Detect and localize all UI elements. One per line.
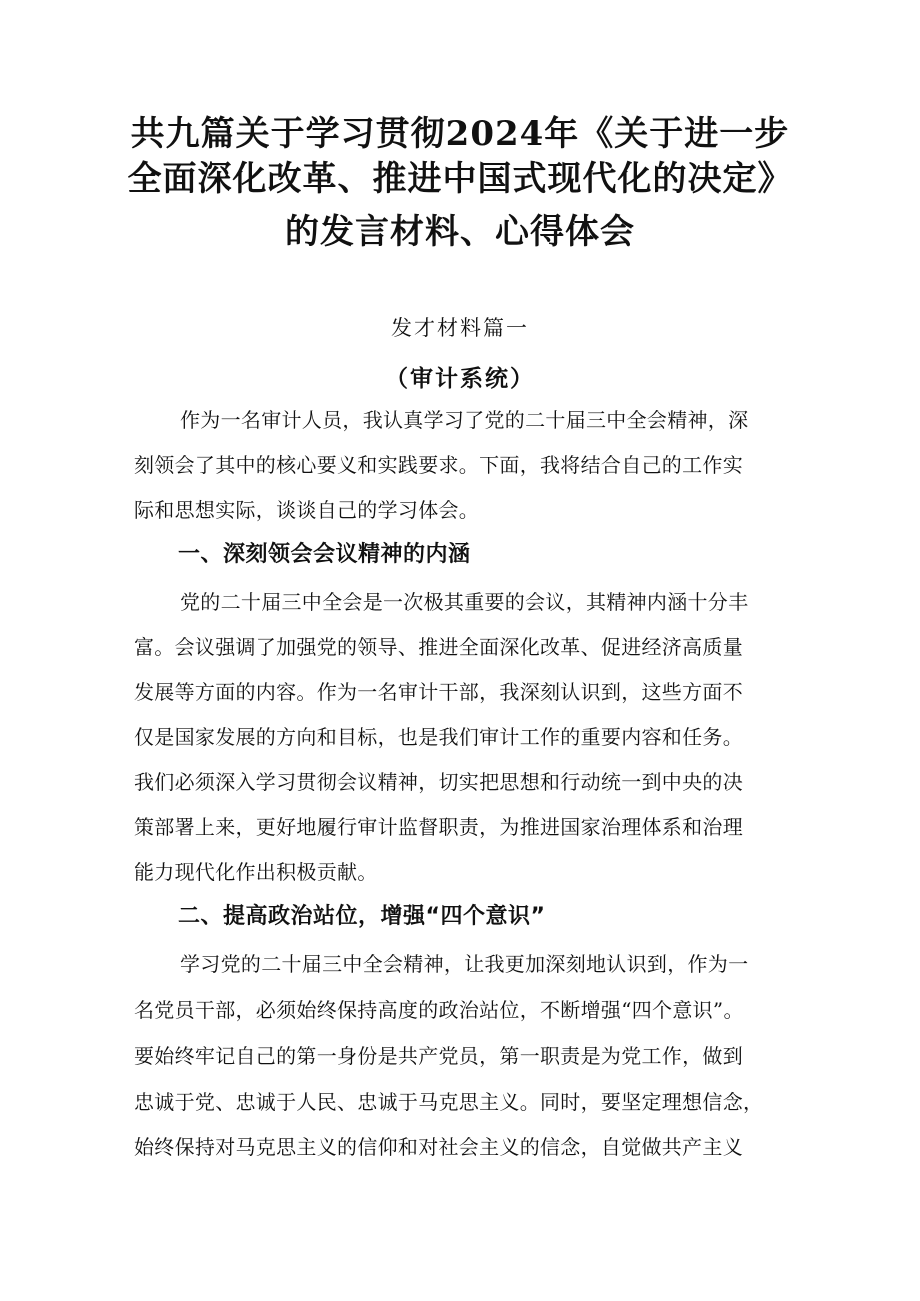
section-subtitle: 发才材料篇一 [391, 316, 529, 340]
section-1-heading: 一、深刻领会会议精神的内涵 [178, 542, 471, 567]
section-1-line-4: 仅是国家发展的方向和目标，也是我们审计工作的重要内容和任务。 [134, 725, 743, 749]
section-2-line-5: 始终保持对马克思主义的信仰和对社会主义的信念，自觉做共产主义 [134, 1135, 743, 1159]
organization-label: （审计系统） [385, 366, 535, 392]
section-1-line-3: 发展等方面的内容。作为一名审计干部，我深刻认识到，这些方面不 [134, 680, 743, 704]
document-title-line-3: 的发言材料、心得体会 [285, 212, 635, 252]
section-1-line-5: 我们必须深入学习贯彻会议精神，切实把思想和行动统一到中央的决 [134, 770, 743, 794]
section-1-line-6: 策部署上来，更好地履行审计监督职责，为推进国家治理体系和治理 [134, 815, 743, 839]
section-2-line-3: 要始终牢记自己的第一身份是共产党员，第一职责是为党工作，做到 [134, 1044, 743, 1068]
section-1-line-7: 能力现代化作出积极贡献。 [134, 860, 378, 884]
intro-line-1: 作为一名审计人员，我认真学习了党的二十届三中全会精神，深 [180, 408, 749, 432]
section-2-line-2: 名党员干部，必须始终保持高度的政治站位，不断增强“四个意识”。 [134, 998, 744, 1022]
section-1-line-1: 党的二十届三中全会是一次极其重要的会议，其精神内涵十分丰 [180, 590, 749, 614]
section-1-line-2: 富。会议强调了加强党的领导、推进全面深化改革、促进经济高质量 [134, 635, 743, 659]
intro-line-2: 刻领会了其中的核心要义和实践要求。下面，我将结合自己的工作实 [134, 453, 743, 477]
section-2-line-1: 学习党的二十届三中全会精神，让我更加深刻地认识到，作为一 [180, 952, 749, 976]
section-2-line-4: 忠诚于党、忠诚于人民、忠诚于马克思主义。同时，要坚定理想信念， [134, 1090, 764, 1114]
document-title-line-2: 全面深化改革、推进中国式现代化的决定》 [127, 159, 793, 199]
intro-line-3: 际和思想实际，谈谈自己的学习体会。 [134, 498, 480, 522]
section-2-heading: 二、提高政治站位，增强“四个意识” [178, 904, 546, 929]
document-title-line-1: 共九篇关于学习贯彻2024年《关于进一步 [130, 114, 790, 154]
